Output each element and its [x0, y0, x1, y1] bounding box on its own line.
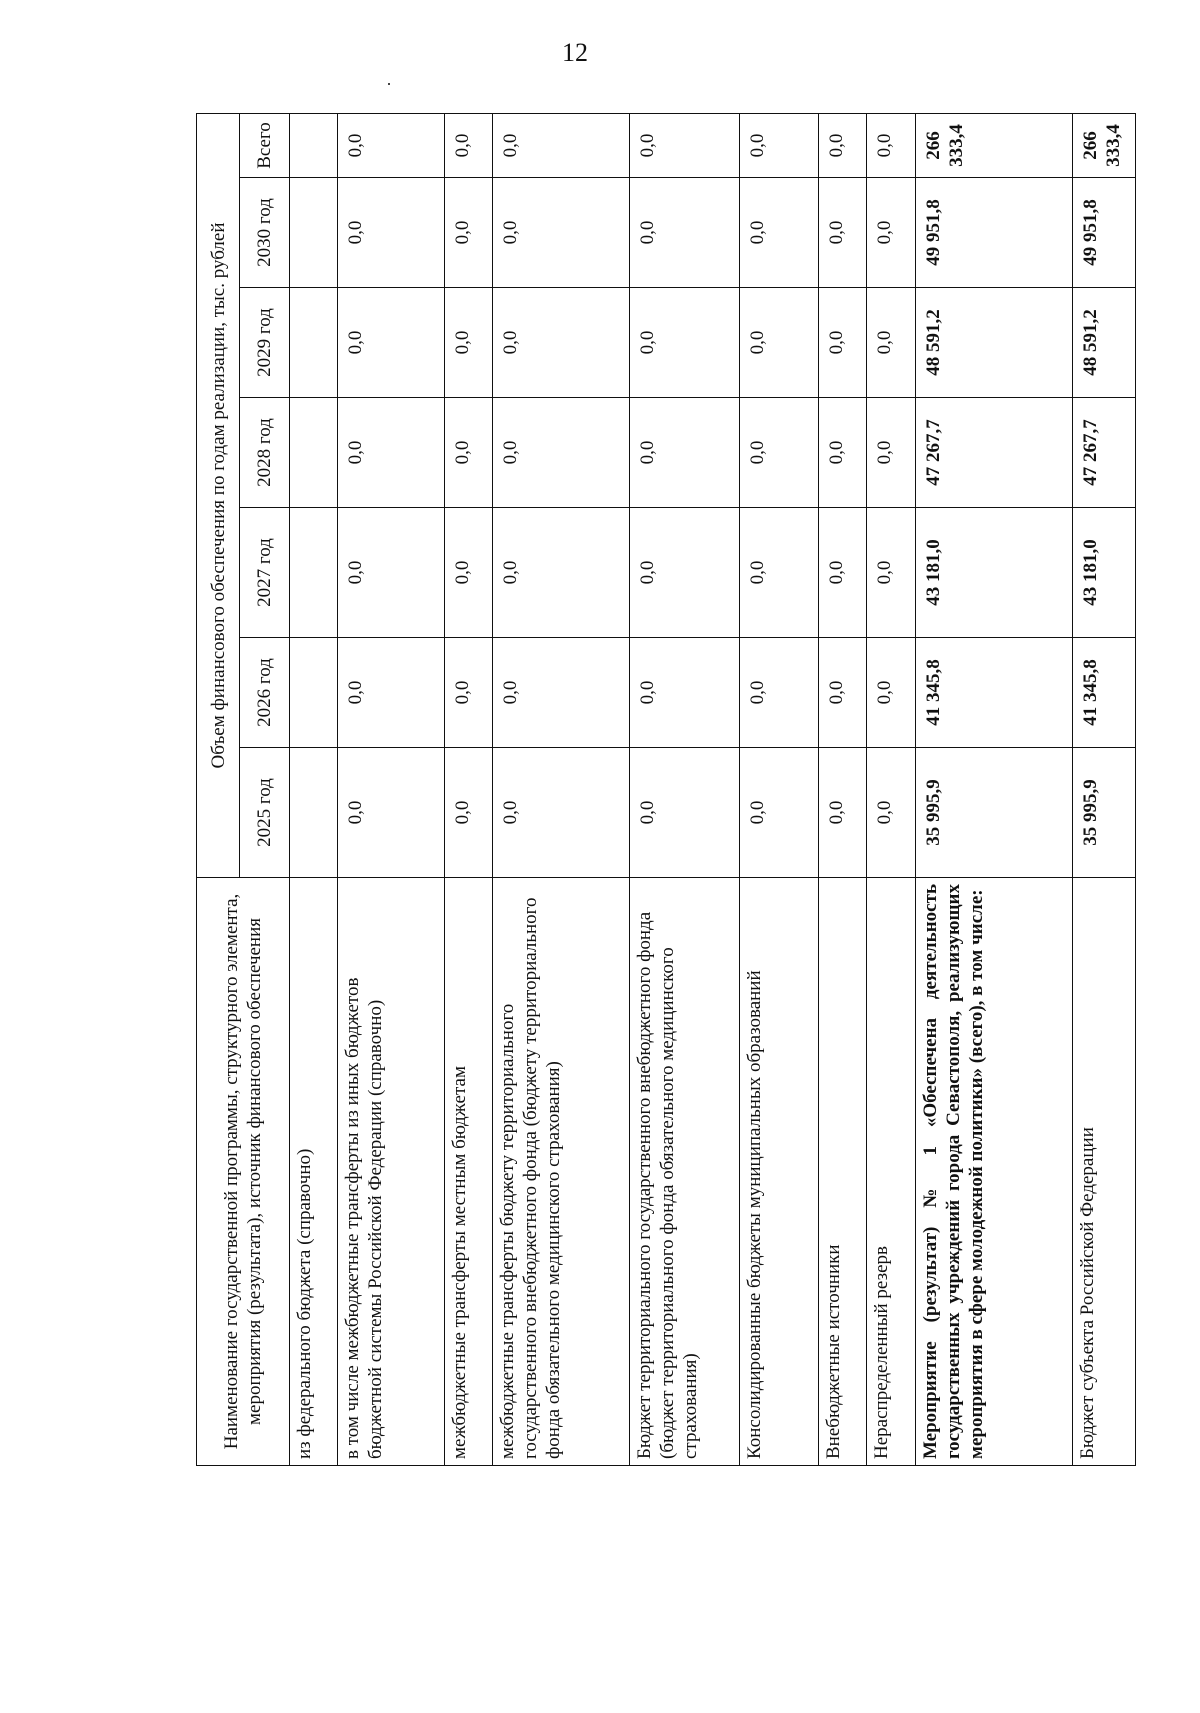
row-name: в том числе межбюджетные трансферты из иных бюджетов бюджетной системы Российской Федерации (справочно)	[338, 878, 445, 1466]
header-year-2025: 2025 год	[240, 748, 290, 878]
row-name: Нераспределенный резерв	[867, 878, 915, 1466]
cell-2026: 41 345,8	[915, 638, 1072, 748]
cell-2028: 0,0	[867, 398, 915, 508]
cell-2030: 49 951,8	[1072, 178, 1135, 288]
cell-2028: 0,0	[493, 398, 630, 508]
cell-2026: 0,0	[740, 638, 819, 748]
cell-2025: 0,0	[740, 748, 819, 878]
cell-2028: 0,0	[445, 398, 493, 508]
cell-2029: 0,0	[867, 288, 915, 398]
cell-2025: 0,0	[819, 748, 867, 878]
cell-2026	[290, 638, 338, 748]
header-year-2028: 2028 год	[240, 398, 290, 508]
cell-2027: 0,0	[445, 508, 493, 638]
cell-2026: 0,0	[630, 638, 740, 748]
row-name: межбюджетные трансферты местным бюджетам	[445, 878, 493, 1466]
header-year-2029: 2029 год	[240, 288, 290, 398]
cell-2028: 47 267,7	[1072, 398, 1135, 508]
page-number: 12	[562, 38, 588, 67]
cell-2027: 43 181,0	[1072, 508, 1135, 638]
table-row	[740, 113, 819, 1465]
cell-total: 266 333,4	[915, 113, 1072, 177]
cell-2029: 0,0	[493, 288, 630, 398]
cell-2029: 48 591,2	[1072, 288, 1135, 398]
row-name: Мероприятие (результат) № 1 «Обеспечена деятельность государственных учреждений города Севастополя, реализующих мероприятия в сфере молодежной политики» (всего), в том числе:	[915, 878, 1072, 1466]
cell-2030	[290, 178, 338, 288]
cell-2025: 0,0	[867, 748, 915, 878]
table-row	[1072, 113, 1135, 1465]
cell-2026: 0,0	[445, 638, 493, 748]
cell-2025: 35 995,9	[1072, 748, 1135, 878]
table-row	[493, 113, 630, 1465]
header-financing-group: Объем финансового обеспечения по годам реализации, тыс. рублей	[197, 113, 240, 877]
rotated-table-wrapper	[196, 114, 1136, 1466]
cell-2029: 0,0	[740, 288, 819, 398]
header-total: Всего	[240, 113, 290, 177]
cell-total: 0,0	[819, 113, 867, 177]
cell-2027: 0,0	[493, 508, 630, 638]
cell-2026: 0,0	[867, 638, 915, 748]
header-name-column: Наименование государственной программы, структурного элемента, мероприятия (результата), источник финансового обеспечения	[197, 878, 290, 1466]
cell-total: 0,0	[740, 113, 819, 177]
cell-total: 0,0	[493, 113, 630, 177]
table-row	[338, 113, 445, 1465]
cell-2030: 0,0	[445, 178, 493, 288]
cell-2027: 0,0	[867, 508, 915, 638]
cell-2030: 0,0	[867, 178, 915, 288]
cell-2029	[290, 288, 338, 398]
header-year-2030: 2030 год	[240, 178, 290, 288]
table-row-activity	[915, 113, 1072, 1465]
table-row	[445, 113, 493, 1465]
cell-2027	[290, 508, 338, 638]
cell-2029: 0,0	[630, 288, 740, 398]
cell-2030: 0,0	[338, 178, 445, 288]
cell-total: 0,0	[445, 113, 493, 177]
cell-total: 0,0	[630, 113, 740, 177]
cell-total: 0,0	[338, 113, 445, 177]
table-row	[819, 113, 867, 1465]
cell-2028: 0,0	[338, 398, 445, 508]
scan-speck	[388, 83, 390, 85]
cell-2025	[290, 748, 338, 878]
cell-2029: 0,0	[819, 288, 867, 398]
header-year-2026: 2026 год	[240, 638, 290, 748]
row-name: Внебюджетные источники	[819, 878, 867, 1466]
row-name: Консолидированные бюджеты муниципальных образований	[740, 878, 819, 1466]
cell-2030: 0,0	[740, 178, 819, 288]
table-row	[867, 113, 915, 1465]
cell-2028: 0,0	[740, 398, 819, 508]
row-name: Бюджет территориального государственного внебюджетного фонда (бюджет территориального фонда обязательного медицинского страхования)	[630, 878, 740, 1466]
cell-2025: 0,0	[630, 748, 740, 878]
cell-2026: 0,0	[493, 638, 630, 748]
cell-2027: 43 181,0	[915, 508, 1072, 638]
cell-2029: 0,0	[338, 288, 445, 398]
cell-2026: 41 345,8	[1072, 638, 1135, 748]
cell-2027: 0,0	[630, 508, 740, 638]
cell-2029: 48 591,2	[915, 288, 1072, 398]
cell-2025: 0,0	[338, 748, 445, 878]
cell-2027: 0,0	[338, 508, 445, 638]
cell-2026: 0,0	[338, 638, 445, 748]
cell-2030: 49 951,8	[915, 178, 1072, 288]
cell-total	[290, 113, 338, 177]
cell-2028: 47 267,7	[915, 398, 1072, 508]
cell-2028: 0,0	[630, 398, 740, 508]
cell-2027: 0,0	[740, 508, 819, 638]
cell-2029: 0,0	[445, 288, 493, 398]
cell-total: 0,0	[867, 113, 915, 177]
row-name: межбюджетные трансферты бюджету территориального государственного внебюджетного фонда (бюджету территориального фонда обязательного медицинского страхования)	[493, 878, 630, 1466]
header-year-2027: 2027 год	[240, 508, 290, 638]
cell-total: 266 333,4	[1072, 113, 1135, 177]
cell-2025: 0,0	[445, 748, 493, 878]
cell-2030: 0,0	[819, 178, 867, 288]
cell-2030: 0,0	[493, 178, 630, 288]
cell-2030: 0,0	[630, 178, 740, 288]
row-name: Бюджет субъекта Российской Федерации	[1072, 878, 1135, 1466]
cell-2028: 0,0	[819, 398, 867, 508]
row-name: из федерального бюджета (справочно)	[290, 878, 338, 1466]
financing-table	[196, 113, 1136, 1466]
cell-2027: 0,0	[819, 508, 867, 638]
cell-2028	[290, 398, 338, 508]
table-row	[630, 113, 740, 1465]
cell-2025: 0,0	[493, 748, 630, 878]
cell-2026: 0,0	[819, 638, 867, 748]
cell-2025: 35 995,9	[915, 748, 1072, 878]
table-row	[290, 113, 338, 1465]
